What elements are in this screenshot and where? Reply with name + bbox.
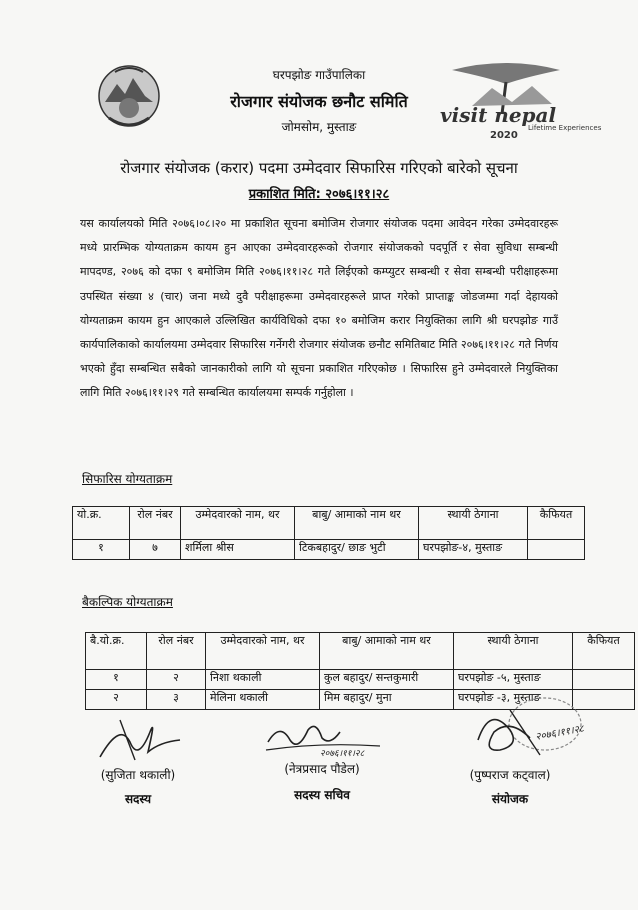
signatory-coordinator-name: (पुष्पराज कट्वाल) — [469, 768, 551, 782]
recommended-section-title: सिफारिस योग्यताक्रम — [82, 472, 173, 486]
col-parents: बाबु/ आमाको नाम थर — [295, 507, 419, 540]
signatory-member-role: सदस्य — [124, 792, 152, 806]
cell-name: मेलिना थकाली — [206, 690, 320, 710]
cell-parents: मिम बहादुर/ मुना — [320, 690, 454, 710]
col-address: स्थायी ठेगाना — [419, 507, 528, 540]
signatory-coordinator-role: संयोजक — [491, 792, 529, 806]
org-address: जोमसोम, मुस्ताङ — [281, 120, 357, 134]
table-header-row — [86, 633, 635, 670]
col-serial: यो.क्र. — [73, 507, 130, 540]
org-name-line1: घरपझोङ गाउँपालिका — [272, 68, 366, 82]
table-header-row — [73, 507, 585, 540]
signature-secretary-scribble — [260, 712, 390, 760]
cell-serial: २ — [86, 690, 147, 710]
signatory-secretary-role: सदस्य सचिव — [294, 788, 350, 802]
cell-remarks — [528, 540, 585, 560]
col-name: उम्मेदवारको नाम, थर — [206, 633, 320, 670]
cell-name: शर्मिला श्रीस — [181, 540, 295, 560]
signature-member-scribble — [90, 712, 190, 767]
cell-serial: १ — [73, 540, 130, 560]
cell-roll: २ — [147, 670, 206, 690]
col-parents: बाबु/ आमाको नाम थर — [320, 633, 454, 670]
col-serial: बै.यो.क्र. — [86, 633, 147, 670]
cell-remarks — [573, 670, 635, 690]
col-name: उम्मेदवारको नाम, थर — [181, 507, 295, 540]
alternate-section-title: बैकल्पिक योग्यताक्रम — [82, 595, 173, 609]
col-remarks: कैफियत — [528, 507, 585, 540]
col-address: स्थायी ठेगाना — [454, 633, 573, 670]
cell-name: निशा थकाली — [206, 670, 320, 690]
cell-roll: ७ — [130, 540, 181, 560]
signatory-secretary-name: (नेत्रप्रसाद पौडेल) — [284, 762, 360, 776]
svg-text:२०७६।११।२८: २०७६।११।२८ — [320, 749, 365, 759]
visit-nepal-2020-logo — [432, 58, 602, 142]
table-row — [73, 540, 585, 560]
signature-coordinator-scribble — [470, 700, 610, 762]
cell-address: घरपझोङ -५, मुस्ताङ — [454, 670, 573, 690]
col-roll: रोल नंबर — [147, 633, 206, 670]
recommended-table — [72, 506, 585, 560]
published-date: प्रकाशित मिति: २०७६।११।२८ — [248, 187, 390, 202]
cell-serial: १ — [86, 670, 147, 690]
signatory-member-name: (सुजिता थकाली) — [100, 768, 176, 782]
cell-roll: ३ — [147, 690, 206, 710]
svg-text:visit nepal: visit nepal — [440, 103, 557, 127]
cell-address: घरपझोङ-४, मुस्ताङ — [419, 540, 528, 560]
table-row — [86, 670, 635, 690]
cell-address: घरपझोङ -३, मुस्ताङ — [454, 690, 573, 710]
svg-text:२०७६।११।२८: २०७६।११।२८ — [534, 723, 585, 743]
org-name-line2: रोजगार संयोजक छनौट समिति — [230, 92, 408, 111]
cell-parents: टिकबहादुर/ छाङ भुटी — [295, 540, 419, 560]
col-remarks: कैफियत — [573, 633, 635, 670]
notice-title: रोजगार संयोजक (करार) पदमा उम्मेदवार सिफारिस गरिएको बारेको सूचना — [120, 159, 518, 177]
notice-body: यस कार्यालयको मिति २०७६।०८।२० मा प्रकाशित सूचना बमोजिम रोजगार संयोजक पदमा आवेदन गरेका उम्मेदवारहरू मध्ये प्रारम्भिक योग्यताक्रम कायम हुन आएका उम्मेदवारहरूको रोजगार संयोजकको पदपूर्ति र सेवा सुविधा सम्बन्धी मापदण्ड, २०७६ को दफा ९ बमोजिम मिति २०७६।११।२८ गते लिईएको कम्प्युटर सम्बन्धी र सेवा सम्बन्धी परीक्षाहरूमा उपस्थित संख्या ४ (चार) जना मध्ये दुवै परीक्षाहरूमा उम्मेदवारहरूले प्राप्त गरेको प्राप्ताङ्क जोडजम्मा गर्दा देहायको योग्यताक्रम कायम हुन आएकाले उल्लिखित कार्यविधिको दफा १० बमोजिम करार नियुक्तिका लागि श्री घरपझोङ गाउँ कार्यपालिकाको कार्यालयमा उम्मेदवार सिफारिस गर्नेगरी रोजगार संयोजक छनौट समितिबाट मिति २०७६।११।२८ गते निर्णय भएको हुँदा सम्बन्धित सबैको जानकारीको लागि यो सूचना प्रकाशित गरिएकोछ । सिफारिस हुने उम्मेदवारले नियुक्तिका लागि मिति २०७६।११।२९ गते सम्बन्धित कार्यालयमा सम्पर्क गर्नुहोला । — [80, 217, 558, 400]
svg-text:2020: 2020 — [490, 130, 518, 141]
col-roll: रोल नंबर — [130, 507, 181, 540]
svg-text:Lifetime Experiences: Lifetime Experiences — [528, 124, 602, 132]
cell-parents: कुल बहादुर/ सन्तकुमारी — [320, 670, 454, 690]
